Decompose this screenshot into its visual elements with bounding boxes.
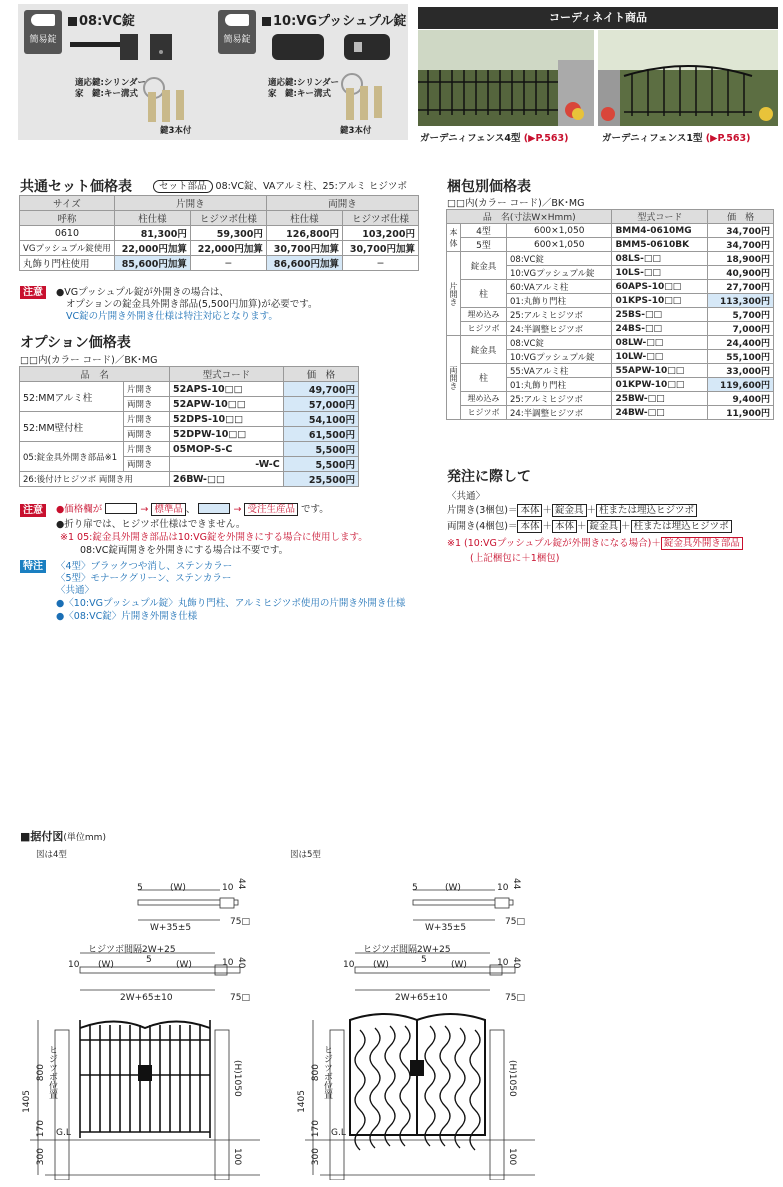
dim-label: 40 (511, 957, 521, 969)
option-table: 品 名 型式コード 価 格 52:MMアルミ柱 片開き 52APS-10□□ 49,700円 両開き 52APW-10□□ 57,000円 52:MM壁付柱 片開き 52DPS-10□□ 54,100円 両開き 52DPW-10□□ 61,500円 05:錠金具外開き部品※1 片開き 05MOP-S-C 5,500円 両開き -W-C 5,500円 26:後付けヒジツボ 両開き用 26BW-□□ 25,500円 (19, 366, 359, 487)
badge-label: 簡易錠 (29, 35, 57, 45)
dim-label: W+35±5 (150, 923, 192, 933)
dim-label: 300 (36, 1148, 46, 1166)
note-text: オプションの錠金具外開き部品(5,500円加算)が必要です。 (66, 299, 318, 310)
spec-line: 家 鍵:キー溝式 (268, 89, 331, 99)
keys-count: 鍵3本付 (340, 126, 372, 136)
table-row: 本体 4型 600×1,050 BMM4-0610MG 34,700円 (447, 224, 774, 238)
vc-lock-image (70, 30, 200, 80)
lock-title-vg: 10:VGプッシュプル錠 (262, 10, 406, 29)
color-code-line: □□内(カラー コード)／BK･MG (447, 198, 585, 209)
price-legend: ●価格欄が → 標準品 、 → 受注生産品 です。 (56, 504, 329, 515)
dim-label: 75□ (505, 993, 525, 1003)
coordinate-header: コーディネイト商品 (418, 7, 778, 29)
dim-label: (W) (176, 960, 192, 970)
common-set-title: 共通セット価格表 (20, 179, 132, 195)
note-tag: 注意 (20, 501, 46, 516)
fence4-caption: ガーデニィフェンス4型 (▶P.563) (420, 133, 569, 144)
option-title: オプション価格表 (20, 335, 131, 351)
table-row: 片開き 錠金具 08:VC錠 08LS-□□ 18,900円 (447, 252, 774, 266)
dim-label: ヒジツボ位置 (47, 1045, 57, 1099)
dim-label: ヒジツボ間隔2W+25 (363, 945, 451, 955)
special-text: 〈4型〉ブラックつや消し、ステンカラー (56, 561, 233, 572)
special-tag: 特注 (20, 557, 46, 572)
dim-label: (H)1050 (507, 1060, 517, 1097)
table-row: 両開き 52APW-10□□ 57,000円 (20, 397, 359, 412)
note-text: ●折り扉では、ヒジツボ仕様はできません。 (56, 519, 246, 530)
fence4-photo (418, 30, 594, 126)
dim-label: 75□ (230, 917, 250, 927)
dim-label: 100 (507, 1148, 517, 1166)
order-line-double: 両開き(4梱包)＝ 本体 ＋ 本体 ＋ 錠金具 ＋ 柱または埋込ヒジツボ (447, 518, 732, 532)
table-row: 両開き 錠金具 08:VC錠 08LW-□□ 24,400円 (447, 336, 774, 350)
dim-label: 300 (311, 1148, 321, 1166)
spec-line: 家 鍵:キー溝式 (75, 89, 138, 99)
dim-label: 100 (232, 1148, 242, 1166)
table-row: 5型 600×1,050 BMM5-0610BK 34,700円 (447, 238, 774, 252)
note-text: 08:VC錠両開きを外開きにする場合は不要です。 (80, 545, 289, 556)
table-row: 01:丸飾り門柱 01KPW-10□□ 119,600円 (447, 378, 774, 392)
table-row: 柱 55:VAアルミ柱 55APW-10□□ 33,000円 (447, 364, 774, 378)
dim-label: 75□ (230, 993, 250, 1003)
drawing-title: ■据付図(単位mm) (20, 830, 106, 843)
dim-label: 10 (68, 960, 80, 970)
fence1-caption: ガーデニィフェンス1型 (▶P.563) (602, 133, 751, 144)
key-badge-left (24, 10, 62, 54)
color-code-line: □□内(カラー コード)／BK･MG (20, 355, 158, 366)
dim-label: (W) (373, 960, 389, 970)
table-row: ヒジツボ 24:半調整ヒジツボ 24BS-□□ 7,000円 (447, 322, 774, 336)
table-row: 両開き 52DPW-10□□ 61,500円 (20, 427, 359, 442)
spec-line: 適応鍵:シリンダー (75, 78, 147, 88)
note-text: VC錠の片開き外開き仕様は特注対応となります。 (66, 311, 278, 322)
table-row: 52:MMアルミ柱 片開き 52APS-10□□ 49,700円 (20, 382, 359, 397)
dim-label: (W) (445, 883, 461, 893)
dim-label: ヒジツボ間隔2W+25 (88, 945, 176, 955)
drawing-caption: 図は5型 (290, 850, 321, 860)
dim-label: (W) (170, 883, 186, 893)
dim-label: 10 (222, 958, 234, 968)
dim-label: W+35±5 (425, 923, 467, 933)
dim-label: 10 (222, 883, 234, 893)
dim-label: (W) (451, 960, 467, 970)
dim-label: 44 (236, 878, 246, 890)
table-row: 両開き -W-C 5,500円 (20, 457, 359, 472)
dim-label: 5 (137, 883, 143, 893)
key-icon (225, 14, 249, 26)
note-text: ●VGプッシュプル錠が外開きの場合は、 (56, 287, 229, 298)
order-common: 〈共通〉 (447, 491, 486, 502)
table-row: 埋め込み 25:アルミヒジツボ 25BW-□□ 9,400円 (447, 392, 774, 406)
order-note: (上記梱包に＋1梱包) (470, 553, 560, 564)
dim-label: ヒジツボ位置 (322, 1045, 332, 1099)
dim-label: 2W+65±10 (120, 993, 173, 1003)
order-line-single: 片開き(3梱包)＝ 本体 ＋ 錠金具 ＋ 柱または埋込ヒジツボ (447, 502, 697, 516)
dim-label: (H)1050 (232, 1060, 242, 1097)
table-row: 埋め込み 25:アルミヒジツボ 25BS-□□ 5,700円 (447, 308, 774, 322)
dim-label: G.L (331, 1128, 346, 1138)
fence1-photo (598, 30, 778, 126)
dim-label: (W) (98, 960, 114, 970)
table-row: 52:MM壁付柱 片開き 52DPS-10□□ 54,100円 (20, 412, 359, 427)
table-row: 10:VGプッシュプル錠 10LW-□□ 55,100円 (447, 350, 774, 364)
dim-label: 800 (311, 1064, 321, 1082)
dim-label: 5 (421, 955, 427, 965)
special-text: ●〈08:VC錠〉片開き外開き仕様 (56, 611, 198, 622)
dim-label: 2W+65±10 (395, 993, 448, 1003)
special-text: 〈共通〉 (56, 585, 95, 596)
package-title: 梱包別価格表 (447, 179, 531, 195)
badge-label: 簡易錠 (223, 35, 251, 45)
order-note: ※1 (10:VGプッシュプル錠が外開きになる場合)＋ 錠金具外開き部品 (447, 535, 743, 549)
table-row: VGプッシュプル錠使用 22,000円加算 22,000円加算 30,700円加算 30,700円加算 (20, 241, 419, 256)
dim-label: 10 (497, 883, 509, 893)
dim-label: 10 (343, 960, 355, 970)
table-row: 丸飾り門柱使用 85,600円加算 − 86,600円加算 − (20, 256, 419, 271)
drawing-caption: 図は4型 (36, 850, 67, 860)
dim-label: 1405 (297, 1090, 307, 1113)
package-table: 品 名(寸法W×Hmm) 型式コード 価 格 本体 4型 600×1,050 BMM4-0610MG 34,700円 5型 600×1,050 BMM5-0610BK 34,700円 片開き 錠金具 08:VC錠 08LS-□□ 18,900円 10:VGプッシュプル錠 10LS-□□ 40,900円 柱 60:VAアルミ柱 60APS-10□□ 27,700円 01:丸飾り門柱 01KPS-10□□ 113,300円 埋め込み 25:アルミヒジツボ 25BS-□□ 5,700円 ヒジツボ 24:半調整ヒジツボ 24BS-□□ 7,000円 両開き 錠金具 08:VC錠 08LW-□□ 24,400円 10:VGプッシュプル錠 10LW-□□ 55,100円 柱 55:VAアルミ柱 55APW-10□□ 33,000円 01:丸飾り門柱 01KPW-10□□ 119,600円 埋め込み 25:アルミヒジツボ 25BW-□□ 9,400円 ヒジツボ 24:半調整ヒジツボ 24BW-□□ 11,900円 (446, 209, 774, 420)
keys-image (338, 72, 398, 128)
special-text: 〈5型〉モナークグリーン、ステンカラー (56, 573, 232, 584)
dim-label: 40 (236, 957, 246, 969)
dim-label: 170 (36, 1120, 46, 1138)
dim-label: 1405 (22, 1090, 32, 1113)
table-row: 26:後付けヒジツボ 両開き用 26BW-□□ 25,500円 (20, 472, 359, 487)
table-row: 柱 60:VAアルミ柱 60APS-10□□ 27,700円 (447, 280, 774, 294)
table-row: ヒジツボ 24:半調整ヒジツボ 24BW-□□ 11,900円 (447, 406, 774, 420)
dim-label: 800 (36, 1064, 46, 1082)
spec-line: 適応鍵:シリンダー (268, 78, 340, 88)
table-row: 05:錠金具外開き部品※1 片開き 05MOP-S-C 5,500円 (20, 442, 359, 457)
common-set-subtitle: セット部品 08:VC錠、VAアルミ柱、25:アルミ ヒジツボ (153, 178, 407, 192)
note-text: ※1 05:錠金具外開き部品は10:VG錠を外開きにする場合に使用します。 (60, 532, 368, 543)
key-badge-right (218, 10, 256, 54)
keys-count: 鍵3本付 (160, 126, 192, 136)
vg-lock-image (272, 30, 402, 70)
special-text: ●〈10:VGプッシュプル錠〉丸飾り門柱、アルミヒジツボ使用の片開き外開き仕様 (56, 598, 406, 609)
note-tag: 注意 (20, 283, 46, 298)
dim-label: 44 (511, 878, 521, 890)
dim-label: 5 (412, 883, 418, 893)
table-row: 0610 81,300円 59,300円 126,800円 103,200円 (20, 226, 419, 241)
dim-label: 170 (311, 1120, 321, 1138)
table-row: 01:丸飾り門柱 01KPS-10□□ 113,300円 (447, 294, 774, 308)
dim-label: 75□ (505, 917, 525, 927)
dim-label: 10 (497, 958, 509, 968)
keys-image (140, 76, 200, 128)
dim-label: G.L (56, 1128, 71, 1138)
lock-title-vc: 08:VC錠 (68, 10, 135, 29)
order-title: 発注に際して (447, 469, 531, 485)
key-icon (31, 14, 55, 26)
common-set-table: サイズ 片開き 両開き 呼称 柱仕様 ヒジツボ仕様 柱仕様 ヒジツボ仕様 0610 81,300円 59,300円 126,800円 103,200円 VGプッシュプル錠使用 22,000円加算 22,000円加算 30,700円加算 30,700円加算 丸飾り門柱使用 85,600円加算 − 86,600円加算 − (19, 195, 419, 271)
table-row: 10:VGプッシュプル錠 10LS-□□ 40,900円 (447, 266, 774, 280)
dim-label: 5 (146, 955, 152, 965)
